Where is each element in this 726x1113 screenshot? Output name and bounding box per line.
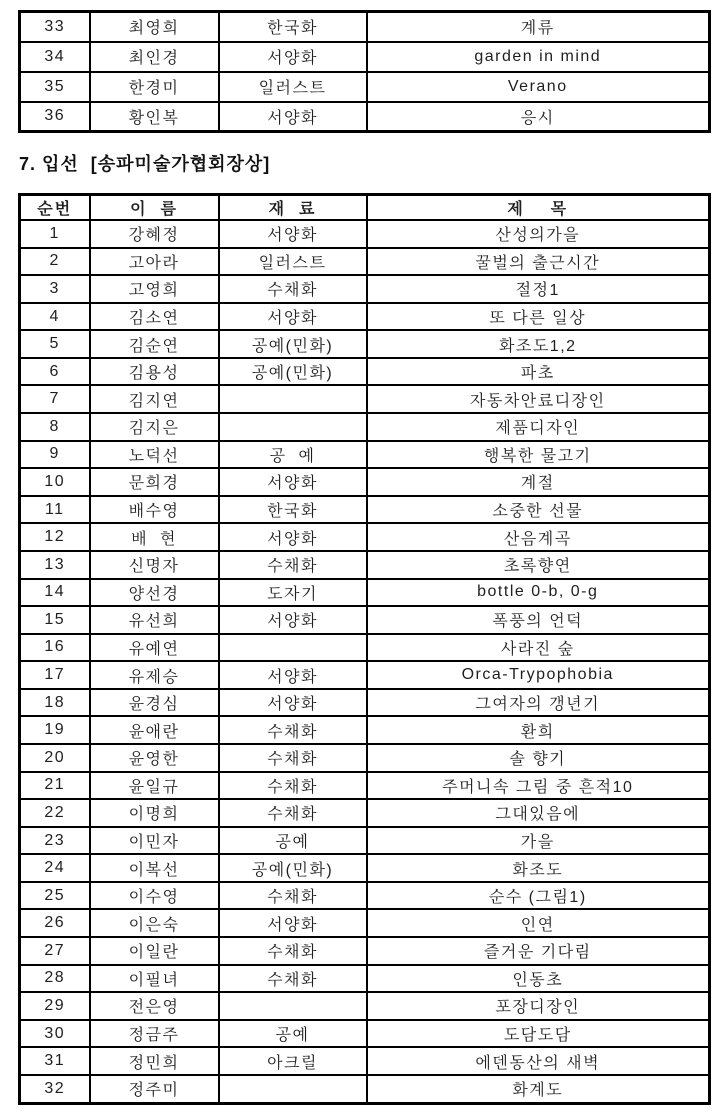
table-cell: 36 [20, 102, 90, 132]
table-cell: 32 [20, 1075, 90, 1104]
table-row [20, 72, 710, 102]
table-cell: 에덴동산의 새벽 [367, 1047, 710, 1075]
table-row [20, 441, 710, 469]
table-cell: 화조도 [367, 854, 710, 882]
table-cell: 김순연 [90, 330, 219, 358]
table-cell: garden in mind [367, 42, 710, 72]
table-cell: 고아라 [90, 248, 219, 276]
table-cell: bottle 0-b, 0-g [367, 579, 710, 607]
table-cell: 가을 [367, 827, 710, 855]
table-cell: 17 [20, 661, 90, 689]
table-cell: 황인복 [90, 102, 219, 132]
table-cell: 21 [20, 772, 90, 800]
table-cell: 35 [20, 72, 90, 102]
table-row [20, 1047, 710, 1075]
table-cell: 신명자 [90, 551, 219, 579]
table-row [20, 303, 710, 331]
table-cell: 9 [20, 441, 90, 469]
table-cell: 25 [20, 882, 90, 910]
table-cell: 또 다른 일상 [367, 303, 710, 331]
table-cell: 공예 [219, 1020, 367, 1048]
table-cell: 도담도담 [367, 1020, 710, 1048]
table-cell: 정금주 [90, 1020, 219, 1048]
table-cell: 이복선 [90, 854, 219, 882]
table-cell: Verano [367, 72, 710, 102]
table-cell: 한경미 [90, 72, 219, 102]
table-cell: 자동차안료디장인 [367, 385, 710, 413]
table-row [20, 661, 710, 689]
table-cell: 12 [20, 523, 90, 551]
table-cell: 이수영 [90, 882, 219, 910]
table-row [20, 882, 710, 910]
table-cell: 서양화 [219, 42, 367, 72]
table-cell: 수채화 [219, 551, 367, 579]
table-row [20, 358, 710, 386]
table-cell: 배수영 [90, 496, 219, 524]
table-cell: 이일란 [90, 937, 219, 965]
table-cell: 10 [20, 468, 90, 496]
table-row [20, 579, 710, 607]
table-cell: 3 [20, 275, 90, 303]
table-cell: 강혜정 [90, 220, 219, 248]
table-cell: 초록향연 [367, 551, 710, 579]
table-cell: 24 [20, 854, 90, 882]
table-cell: 이필녀 [90, 965, 219, 993]
table-cell: 공예(민화) [219, 330, 367, 358]
table-cell: 환희 [367, 716, 710, 744]
table-row [20, 385, 710, 413]
table-cell: 유제승 [90, 661, 219, 689]
table-cell: 화조도1,2 [367, 330, 710, 358]
table-cell: 아크릴 [219, 1047, 367, 1075]
table-cell: 수채화 [219, 275, 367, 303]
table-cell: 공 예 [219, 441, 367, 469]
table-cell: 주머니속 그림 중 흔적10 [367, 772, 710, 800]
table-cell: 소중한 선물 [367, 496, 710, 524]
table-cell: 최영희 [90, 12, 219, 42]
table-cell: 최인경 [90, 42, 219, 72]
table-row [20, 965, 710, 993]
table-cell: 서양화 [219, 303, 367, 331]
table-cell: 고영희 [90, 275, 219, 303]
table-cell: 사라진 숲 [367, 634, 710, 662]
table-cell: 34 [20, 42, 90, 72]
table-cell: 서양화 [219, 220, 367, 248]
table-cell: 김지연 [90, 385, 219, 413]
table-cell [219, 385, 367, 413]
table-cell: 유예연 [90, 634, 219, 662]
table-cell: 23 [20, 827, 90, 855]
table-row [20, 716, 710, 744]
table-cell: 서양화 [219, 689, 367, 717]
table-cell: 15 [20, 606, 90, 634]
table-cell: 이명희 [90, 799, 219, 827]
table-cell: 서양화 [219, 468, 367, 496]
table-cell: 13 [20, 551, 90, 579]
table-cell: 인연 [367, 909, 710, 937]
table-row [20, 634, 710, 662]
table-row [20, 551, 710, 579]
table-cell: 8 [20, 413, 90, 441]
table-cell [219, 1075, 367, 1104]
table-row [20, 12, 710, 42]
table-cell: 일러스트 [219, 248, 367, 276]
table-cell: 이민자 [90, 827, 219, 855]
table-cell: 공예 [219, 827, 367, 855]
table-row [20, 102, 710, 132]
table-cell: Orca-Trypophobia [367, 661, 710, 689]
column-header: 제 목 [367, 195, 710, 221]
table-cell: 솔 향기 [367, 744, 710, 772]
table-cell: 22 [20, 799, 90, 827]
table-row [20, 1075, 710, 1104]
table-row [20, 937, 710, 965]
table-cell: 화계도 [367, 1075, 710, 1104]
table-cell: 제품디자인 [367, 413, 710, 441]
table-cell: 서양화 [219, 661, 367, 689]
table-row [20, 42, 710, 72]
table-cell: 계절 [367, 468, 710, 496]
table-row [20, 909, 710, 937]
table-cell: 전은영 [90, 992, 219, 1020]
table-cell: 포장디장인 [367, 992, 710, 1020]
table-cell: 28 [20, 965, 90, 993]
table-cell: 수채화 [219, 882, 367, 910]
table-cell [219, 992, 367, 1020]
table-cell: 양선경 [90, 579, 219, 607]
table-cell [219, 634, 367, 662]
table-cell: 2 [20, 248, 90, 276]
table-row [20, 275, 710, 303]
table-cell: 정주미 [90, 1075, 219, 1104]
table-row [20, 195, 710, 221]
table-cell: 산성의가을 [367, 220, 710, 248]
table-cell: 문희경 [90, 468, 219, 496]
column-header: 이 름 [90, 195, 219, 221]
table-cell: 4 [20, 303, 90, 331]
table-row [20, 992, 710, 1020]
table-cell: 16 [20, 634, 90, 662]
table-cell: 노덕선 [90, 441, 219, 469]
table-row [20, 606, 710, 634]
table-cell: 일러스트 [219, 72, 367, 102]
table-cell: 이은숙 [90, 909, 219, 937]
table-cell: 꿀벌의 출근시간 [367, 248, 710, 276]
table-cell: 응시 [367, 102, 710, 132]
table-cell: 공예(민화) [219, 358, 367, 386]
table-cell: 수채화 [219, 799, 367, 827]
table-cell: 인동초 [367, 965, 710, 993]
table-cell: 서양화 [219, 523, 367, 551]
table-cell: 한국화 [219, 496, 367, 524]
table-cell: 공예(민화) [219, 854, 367, 882]
table-cell: 즐거운 기다림 [367, 937, 710, 965]
table-cell: 수채화 [219, 772, 367, 800]
table-cell: 서양화 [219, 909, 367, 937]
table-cell: 유선희 [90, 606, 219, 634]
table-row [20, 468, 710, 496]
results-table-continued [18, 10, 711, 133]
table-cell: 그여자의 갱년기 [367, 689, 710, 717]
table-cell: 윤일규 [90, 772, 219, 800]
table-row [20, 689, 710, 717]
table-cell: 김지은 [90, 413, 219, 441]
table-row [20, 772, 710, 800]
table-row [20, 523, 710, 551]
table-cell: 파초 [367, 358, 710, 386]
table-row [20, 413, 710, 441]
table-row [20, 744, 710, 772]
table-cell: 김소연 [90, 303, 219, 331]
table-cell: 20 [20, 744, 90, 772]
table-cell [219, 413, 367, 441]
table-cell: 도자기 [219, 579, 367, 607]
table-row [20, 496, 710, 524]
table-cell: 한국화 [219, 12, 367, 42]
table-cell: 18 [20, 689, 90, 717]
table-cell: 29 [20, 992, 90, 1020]
award-winners-table [18, 193, 711, 1105]
table-row [20, 1020, 710, 1048]
award-table-header [20, 195, 710, 221]
table-cell: 윤애란 [90, 716, 219, 744]
table-row [20, 827, 710, 855]
table-cell: 수채화 [219, 965, 367, 993]
table-cell: 1 [20, 220, 90, 248]
table-cell: 산음계곡 [367, 523, 710, 551]
table-cell: 26 [20, 909, 90, 937]
table-cell: 행복한 물고기 [367, 441, 710, 469]
table-row [20, 854, 710, 882]
section-heading: 7. 입선 [송파미술가협회장상] [19, 154, 271, 174]
table-cell: 폭풍의 언덕 [367, 606, 710, 634]
table-cell: 순수 (그림1) [367, 882, 710, 910]
table-cell: 서양화 [219, 102, 367, 132]
table-row [20, 799, 710, 827]
table-row [20, 330, 710, 358]
table-cell: 계류 [367, 12, 710, 42]
table-cell: 11 [20, 496, 90, 524]
table-cell: 30 [20, 1020, 90, 1048]
table-cell: 6 [20, 358, 90, 386]
table-cell: 수채화 [219, 744, 367, 772]
column-header: 재 료 [219, 195, 367, 221]
table-cell: 김용성 [90, 358, 219, 386]
table-cell: 수채화 [219, 937, 367, 965]
table-cell: 절정1 [367, 275, 710, 303]
table-cell: 배 현 [90, 523, 219, 551]
table-cell: 정민희 [90, 1047, 219, 1075]
column-header: 순번 [20, 195, 90, 221]
table-cell: 5 [20, 330, 90, 358]
table-cell: 윤경심 [90, 689, 219, 717]
table-cell: 31 [20, 1047, 90, 1075]
table-cell: 27 [20, 937, 90, 965]
table-cell: 14 [20, 579, 90, 607]
table-cell: 33 [20, 12, 90, 42]
table-cell: 그대있음에 [367, 799, 710, 827]
table-cell: 윤영한 [90, 744, 219, 772]
table-cell: 서양화 [219, 606, 367, 634]
table-row [20, 248, 710, 276]
table-cell: 7 [20, 385, 90, 413]
table-cell: 19 [20, 716, 90, 744]
table-cell: 수채화 [219, 716, 367, 744]
table-row [20, 220, 710, 248]
